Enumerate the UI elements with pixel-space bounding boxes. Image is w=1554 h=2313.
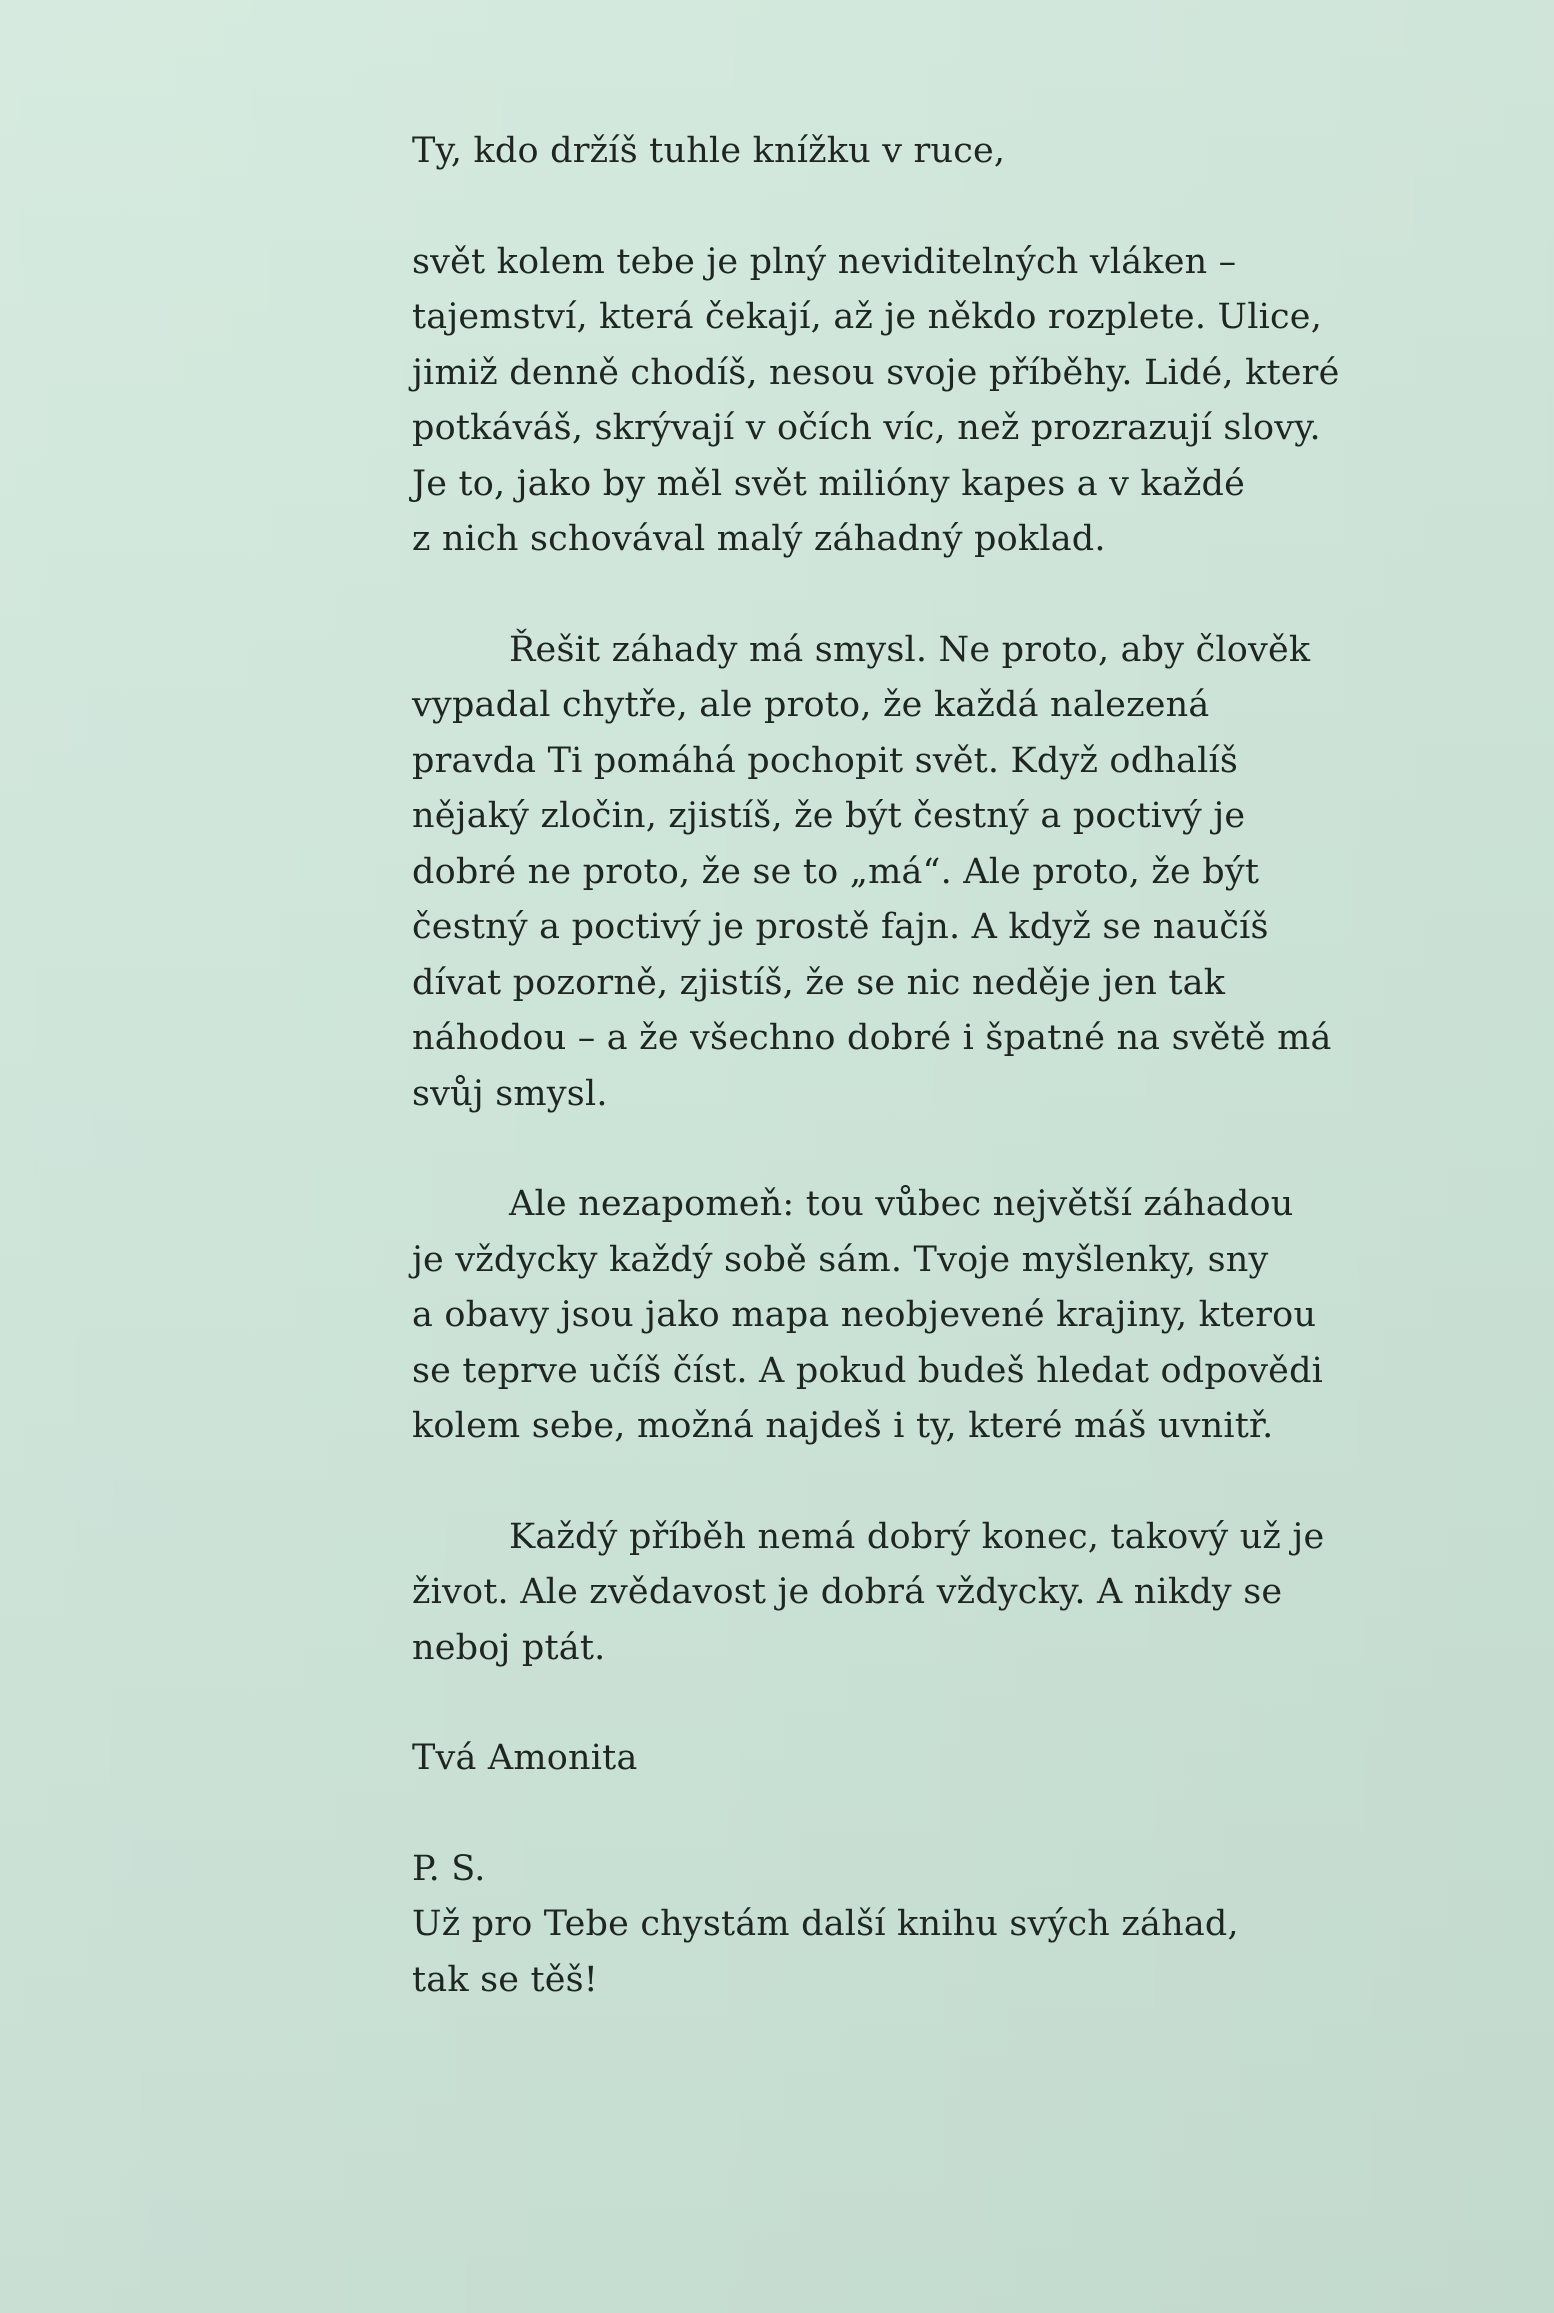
text-line: neboj ptát. xyxy=(412,1627,606,1668)
paragraph-gap xyxy=(412,1122,1412,1177)
paragraph-gap xyxy=(412,1455,1412,1510)
text-line: dívat pozorně, zjistíš, že se nic neděje jen tak xyxy=(412,962,1226,1003)
text-line: Každý příběh nemá dobrý konec, takový už je xyxy=(509,1516,1325,1557)
text-line: tak se těš! xyxy=(412,1959,599,2000)
paragraph-1 xyxy=(412,235,1412,568)
text-line: je vždycky každý sobě sám. Tvoje myšlenky, sny xyxy=(412,1239,1269,1280)
text-line: tajemství, která čekají, až je někdo rozplete. Ulice, xyxy=(412,297,1323,337)
text-line: jimiž denně chodíš, nesou svoje příběhy. Lidé, které xyxy=(412,352,1340,393)
postscript xyxy=(412,1842,1412,2009)
text-line: z nich schovával malý záhadný poklad. xyxy=(412,519,1106,559)
postscript-label: P. S. xyxy=(412,1848,486,1889)
text-line: život. Ale zvědavost je dobrá vždycky. A nikdy se xyxy=(412,1572,1283,1612)
text-line: kolem sebe, možná najdeš i ty, které máš uvnitř. xyxy=(412,1406,1274,1446)
text-line: Už pro Tebe chystám další knihu svých záhad, xyxy=(412,1904,1239,1944)
text-line: vypadal chytře, ale proto, že každá nalezená xyxy=(412,685,1210,725)
text-line: Je to, jako by měl svět milióny kapes a v každé xyxy=(412,463,1246,504)
paragraph-gap xyxy=(412,1787,1412,1842)
text-line: svět kolem tebe je plný neviditelných vláken – xyxy=(412,241,1237,282)
paragraph-gap xyxy=(412,180,1412,235)
paragraph-3 xyxy=(412,1177,1412,1455)
text-line: Ale nezapomeň: tou vůbec největší záhadou xyxy=(509,1184,1294,1224)
greeting: Ty, kdo držíš tuhle knížku v ruce, xyxy=(412,131,1006,171)
text-line: čestný a poctivý je prostě fajn. A když se naučíš xyxy=(412,907,1269,947)
text-line: a obavy jsou jako mapa neobjevené krajiny, kterou xyxy=(412,1295,1317,1335)
letter-text xyxy=(412,124,1412,2008)
text-line: pravda Ti pomáhá pochopit svět. Když odhalíš xyxy=(412,740,1239,781)
paragraph-gap xyxy=(412,568,1412,623)
paragraph-4 xyxy=(412,1510,1412,1677)
text-line: Řešit záhady má smysl. Ne proto, aby člověk xyxy=(509,629,1311,670)
text-line: potkáváš, skrývají v očích víc, než prozrazují slovy. xyxy=(412,408,1321,448)
text-line: dobré ne proto, že se to „má“. Ale proto, že být xyxy=(412,851,1260,892)
paragraph-2 xyxy=(412,623,1412,1123)
text-line: svůj smysl. xyxy=(412,1073,608,1114)
text-line: nějaký zločin, zjistíš, že být čestný a poctivý je xyxy=(412,796,1246,836)
text-line: náhodou – a že všechno dobré i špatné na světě má xyxy=(412,1018,1332,1058)
signature: Tvá Amonita xyxy=(412,1738,638,1778)
paragraph-gap xyxy=(412,1676,1412,1731)
text-line: se teprve učíš číst. A pokud budeš hledat odpovědi xyxy=(412,1350,1324,1391)
